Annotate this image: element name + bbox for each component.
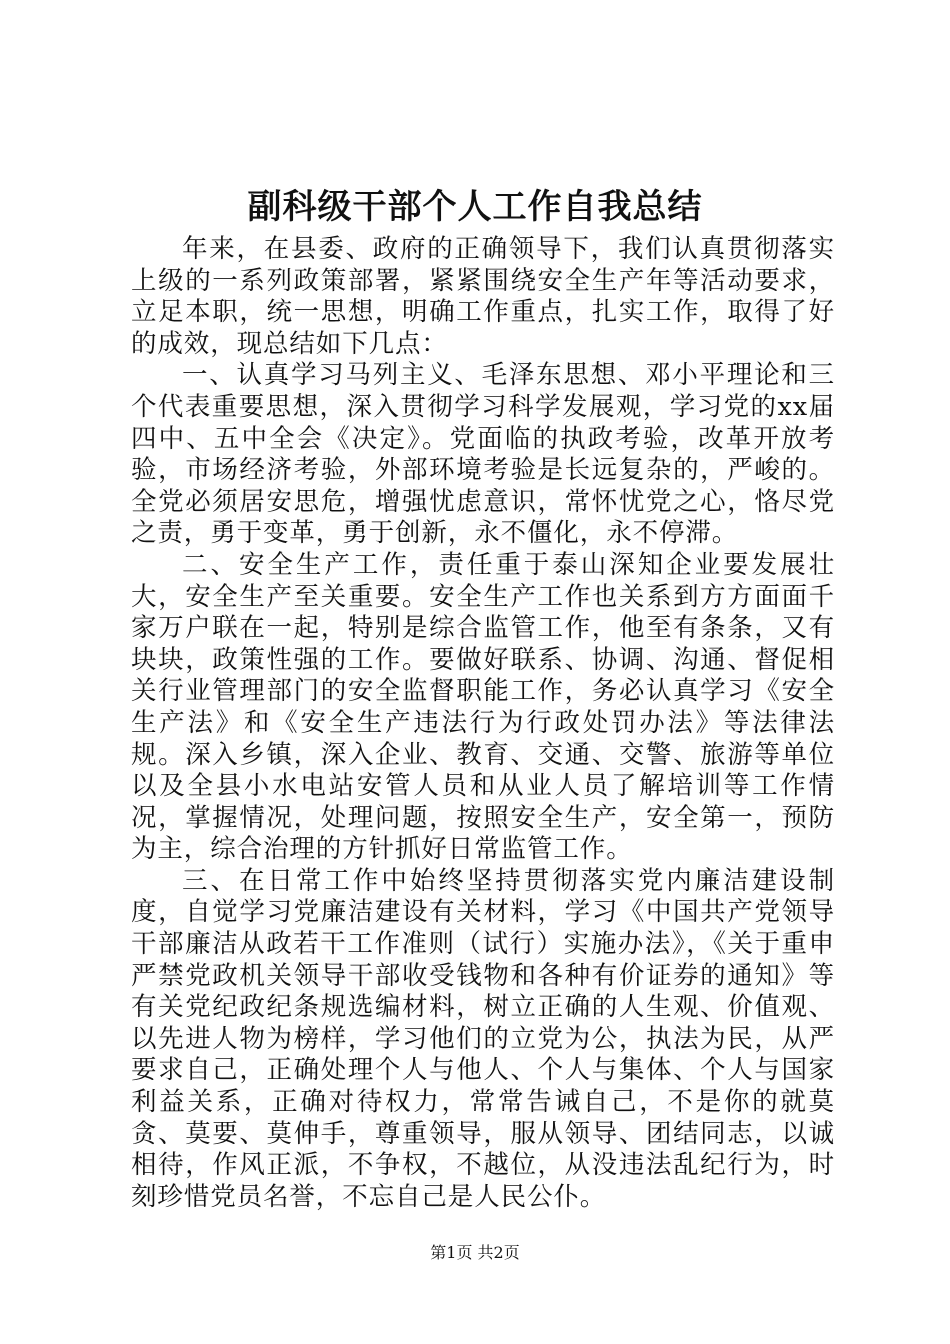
section-one-paragraph: 一、认真学习马列主义、毛泽东思想、邓小平理论和三个代表重要思想，深入贯彻学习科学发展观，学习党的xx届四中、五中全会《决定》。党面临的执政考验，改革开放考验，市场经济考验，外部环境考验是长远复杂的，严峻的。全党必须居安思危，增强忧虑意识，常怀忧党之心，恪尽党之责，勇于变革，勇于创新，永不僵化，永不停滞。 xyxy=(131,360,835,549)
document-title: 副科级干部个人工作自我总结 xyxy=(247,187,703,227)
section-two-paragraph: 二、安全生产工作，责任重于泰山深知企业要发展壮大，安全生产至关重要。安全生产工作也关系到方方面面千家万户联在一起，特别是综合监管工作，他至有条条，又有块块，政策性强的工作。要做好联系、协调、沟通、督促相关行业管理部门的安全监督职能工作，务必认真学习《安全生产法》和《安全生产违法行为行政处罚办法》等法律法规。深入乡镇，深入企业、教育、交通、交警、旅游等单位以及全县小水电站安管人员和从业人员了解培训等工作情况，掌握情况，处理问题，按照安全生产，安全第一，预防为主，综合治理的方针抓好日常监管工作。 xyxy=(131,549,835,865)
section-three-paragraph: 三、在日常工作中始终坚持贯彻落实党内廉洁建设制度，自觉学习党廉洁建设有关材料，学习《中国共产党领导干部廉洁从政若干工作准则（试行）实施办法》，《关于重申严禁党政机关领导干部收受钱物和各种有价证券的通知》等有关党纪政纪条规选编材料，树立正确的人生观、价值观、以先进人物为榜样，学习他们的立党为公，执法为民，从严要求自己，正确处理个人与他人、个人与集体、个人与国家利益关系，正确对待权力，常常告诫自己，不是你的就莫贪、莫要、莫伸手，尊重领导，服从领导、团结同志，以诚相待，作风正派，不争权，不越位，从没违法乱纪行为，时刻珍惜党员名誉，不忘自己是人民公仆。 xyxy=(131,865,835,1212)
intro-paragraph: 年来，在县委、政府的正确领导下，我们认真贯彻落实上级的一系列政策部署，紧紧围绕安全生产年等活动要求，立足本职，统一思想，明确工作重点，扎实工作，取得了好的成效，现总结如下几点： xyxy=(131,234,835,359)
document-body xyxy=(131,234,835,1213)
page-number-footer: 第1页 共2页 xyxy=(430,1243,520,1262)
